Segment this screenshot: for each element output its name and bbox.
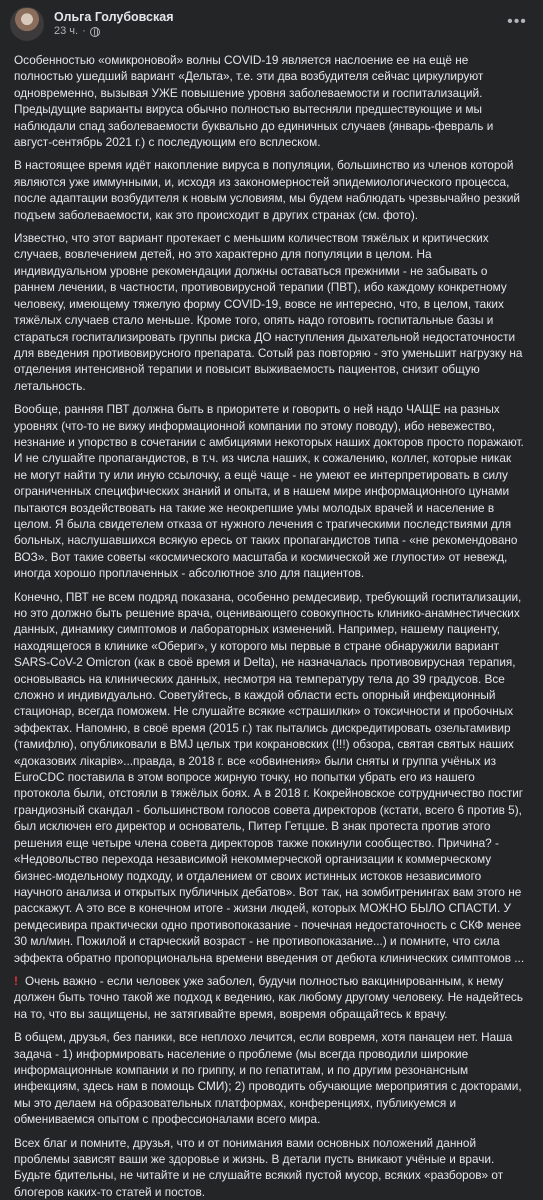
post-paragraph-8: Всех благ и помните, друзья, что и от понимания вами основных положений данной проблемы зависят ваши же здоровье и жизнь. В детали пусть вникают учёные и врачи. Будьте бдительны, не читайте и не слушайте всякий пустой мусор, всяких «разборов» от блогеров каких-то статей и постов. [14, 1135, 504, 1199]
globe-icon[interactable] [90, 27, 100, 37]
post-paragraph-6-text: Очень важно - если человек уже заболел, будучи полностью вакцинированным, к нему должен быть точно такой же подход к ведению, как любому другому человеку. Не надейтесь на то, что вы защищены, не затягивайте время, вовремя обращайтесь к врачу. [14, 973, 523, 1021]
separator-dot: · [82, 25, 86, 37]
post-paragraph-1: Особенностью «омикроновой» волны COVID-19 является наслоение ее на ещё не полностью ушедший вариант «Дельта», т.е. эти два возбудителя сейчас циркулируют одновременно, вызывая УЖЕ повышение уровня заболеваемости и госпитализаций. Предыдущие варианты вируса обычно полностью вытесняли предшествующие и мы наблюдали спад заболеваемости буквально до единичных случаев (январь-февраль и август-сентябрь 2021 г.) с последующим его всплеском. [14, 53, 494, 150]
post-paragraph-7: В общем, друзья, без паники, все неплохо лечится, если вовремя, хотя панацеи нет. Наша задача - 1) информировать население о проблеме (мы всегда проводили широкие информационные компании и по гриппу, и по гепатитам, и по другим резонансным инфекциям, здесь нам в помощь СМИ); 2) проводить обучающие мероприятия с докторами, мы это делаем на образовательных платформах, конференциях, публикуемся и обмениваемся опытом с профессионалами всего мира. [14, 1030, 522, 1127]
post-meta [54, 10, 505, 38]
post-time[interactable]: 23 ч. [54, 25, 79, 37]
post-content [0, 40, 543, 1200]
post-paragraph-3: Известно, что этот вариант протекает с меньшим количеством тяжёлых и критических случаев, вовлечением детей, но это характерно для популяции в целом. На индивидуальном уровне рекомендации должны оставаться прежними - не забывать о раннем лечении, в частности, противовирусной терапии (ПВТ), ибо каждому конкретному человеку, имеющему тяжелую форму COVID-19, вовсе не интересно, что, в целом, таких тяжёлых случаев стало меньше. Кроме того, опять надо готовить госпитальные базы и стараться госпитализировать группы риска ДО наступления дыхательной недостаточности для введения противовирусного препарата. Сотый раз повторяю - это уменьшит нагрузку на отделения интенсивной терапии и повысит выживаемость пациентов, снизит общую летальность. [14, 231, 523, 393]
author-avatar[interactable] [10, 7, 44, 41]
post-paragraph-2: В настоящее время идёт накопление вируса в популяции, большинство из членов которой являются уже иммунными, и, исходя из закономерностей эпидемиологического процесса, после адаптации возбудителя к новым условиям, мы будем наблюдать чрезвычайно резкий подъем заболеваемости, как это происходит в других странах (см. фото). [14, 158, 521, 222]
exclamation-icon: ! [14, 973, 18, 988]
post-paragraph-6 [14, 973, 527, 1022]
author-name[interactable]: Ольга Голубовская [54, 10, 174, 24]
more-options-icon[interactable]: ••• [507, 13, 527, 30]
post-paragraph-5: Конечно, ПВТ не всем подряд показана, особенно ремдесивир, требующий госпитализации, но это должно быть решение врача, оценивающего совокупность клинико-анамнестических данных, динамику симптомов и лабораторных изменений. Например, нашему пациенту, находящегося в клинике «Обериг», у которого мы первые в стране обнаружили вариант SARS-CoV-2 Omicron (как в своё время и Delta), не назначалась противовирусная терапия, основываясь на клинических данных, несмотря на температуру тела до 39 градусов. Все сложно и индивидуально. Советуйтесь, в каждой области есть опорный инфекционный стационар, всегда поможем. Не слушайте всякие «страшилки» о токсичности и пробочных эффектах. Напомню, в своё время (2015 г.) так пытались дискредитировать озельтамивир (тамифлю), опубликовали в BMJ целых три кокрановских (!!!) обзора, святая святых наших «доказових лікарів»...правда, в 2018 г. все «обвинения» были сняты и группа учёных из EuroCDC поставила в этом вопросе жирную точку, но попытки убрать его из нашего протокола были, отстояли в тяжёлых боях. А в 2018 г. Кокрейновское сотрудничество постиг грандиозный скандал - большинством голосов совета директоров (кстати, всего 6 против 5), был исключен его директор и основатель, Питер Гетцше. В знак протеста против этого решения еще четыре члена совета директоров также покинули сообщество. Причина? - «Недовольство перехода независимой некоммерческой организации к коммерческому бизнес-модельному подходу, и отдалением от своих истинных истоков независимого научного анализа и открытых публичных дебатов». Вот так, на зомбитренингах вам этого не расскажут. А это все в конечном итоге - жизни людей, которых МОЖНО БЫЛО СПАСТИ. У ремдесивира практически одно противопоказание - почечная недостаточность с СКФ менее 30 мл/мин. Пожилой и старческий возраст - не противопоказание...) и помните, что сила эффекта обратно пропорциональна времени введения от дебюта клинических симптомов ... [14, 589, 525, 965]
post-subline [54, 25, 505, 38]
post-header [0, 8, 543, 40]
post-paragraph-4: Вообще, ранняя ПВТ должна быть в приоритете и говорить о ней надо ЧАЩЕ на разных уровнях (что-то не вижу информационной компании по этому поводу), ибо невежество, незнание и упорство в сочетании с амбициями некоторых наших докторов просто поражают. И не слушайте пропагандистов, в т.ч. из числа наших, к сожалению, коллег, которые никак не могут найти ту или иную ссылочку, а ещё чаще - не умеют ее интерпретировать в силу ограниченных специфических знаний и опыта, и в нашем мире информационного цунами пытаются воздействовать на такие же неокрепшие умы молодых врачей и население в целом. Я была свидетелем отказа от нужного лечения с трагическими последствиями для больных, наслушавшихся всякую ересь от таких пропагандистов типа - «не рекомендовано ВОЗ». Вот такие советы «космического масштаба и космической же глупости» от невежд, иногда хорошо проплаченных - абсолютное зло для пациентов. [14, 402, 524, 581]
